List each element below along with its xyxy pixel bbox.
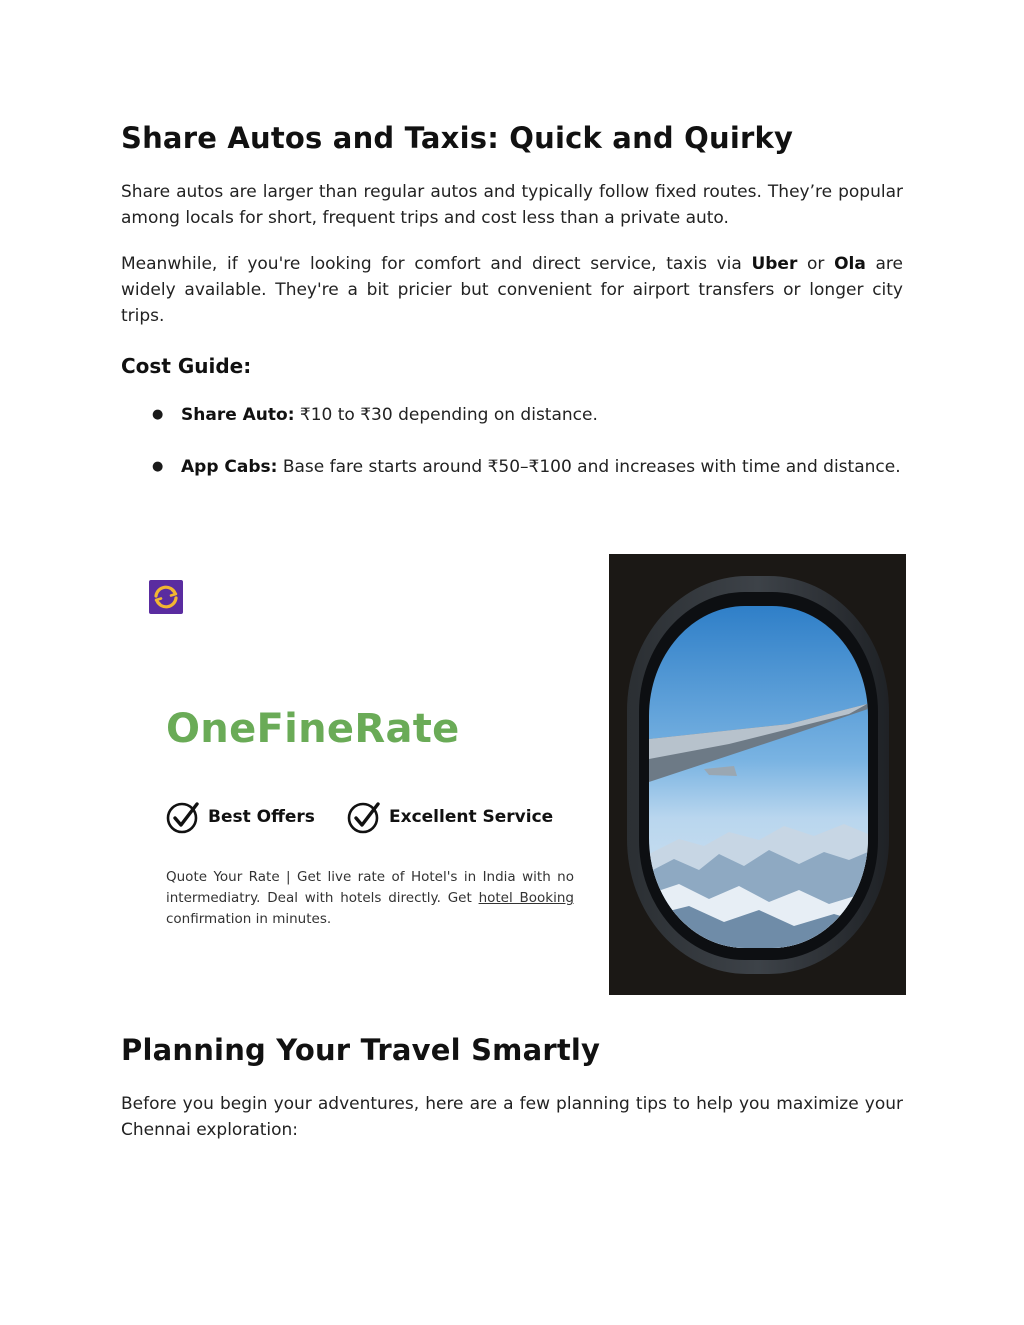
uber-label: Uber xyxy=(751,254,798,274)
ad-description-text: confirmation in minutes. xyxy=(166,911,332,927)
cost-guide-heading: Cost Guide: xyxy=(121,354,252,378)
hotel-booking-link[interactable]: hotel Booking xyxy=(478,890,574,906)
paragraph-planning: Before you begin your adventures, here are a few planning tips to help you maximize your Chennai exploration: xyxy=(121,1094,903,1140)
section-title: Share Autos and Taxis: Quick and Quirky xyxy=(121,121,794,155)
feature-excellent-service xyxy=(347,800,553,834)
ad-description xyxy=(166,867,574,930)
paragraph-taxis xyxy=(121,251,903,329)
text-segment: are widely available. They're a bit pricier but convenient for airport transfers or longer city trips. xyxy=(121,254,903,326)
check-circle-icon xyxy=(347,800,381,834)
ola-label: Ola xyxy=(834,254,866,274)
ad-description-text: Quote Your Rate | Get live rate of Hotel's in India with no intermediatry. Deal with hotels directly. Get xyxy=(166,869,574,906)
onefinerate-logo-icon xyxy=(149,580,183,614)
check-circle-icon xyxy=(166,800,200,834)
list-item-text xyxy=(181,454,903,480)
paragraph-share-autos: Share autos are larger than regular autos and typically follow fixed routes. They’re popular among locals for short, frequent trips and cost less than a private auto. xyxy=(121,182,903,228)
feature-label: Excellent Service xyxy=(389,807,554,827)
list-item-label: App Cabs: xyxy=(181,457,278,477)
list-item-value: ₹10 to ₹30 depending on distance. xyxy=(294,405,598,425)
text-segment: or xyxy=(797,254,835,274)
text-segment: Meanwhile, if you're looking for comfort and direct service, taxis via xyxy=(121,254,752,274)
section-title: Planning Your Travel Smartly xyxy=(121,1033,601,1067)
list-item-label: Share Auto: xyxy=(181,405,295,425)
list-item-value: Base fare starts around ₹50–₹100 and increases with time and distance. xyxy=(277,457,901,477)
feature-label: Best Offers xyxy=(208,807,315,827)
feature-best-offers xyxy=(166,800,315,834)
onefinerate-brand: OneFineRate xyxy=(166,706,460,752)
onefinerate-advertisement[interactable] xyxy=(140,570,590,970)
bullet-icon: ● xyxy=(152,407,164,422)
airplane-window-image xyxy=(609,554,906,995)
list-item-text xyxy=(181,402,903,428)
bullet-icon: ● xyxy=(152,459,164,474)
